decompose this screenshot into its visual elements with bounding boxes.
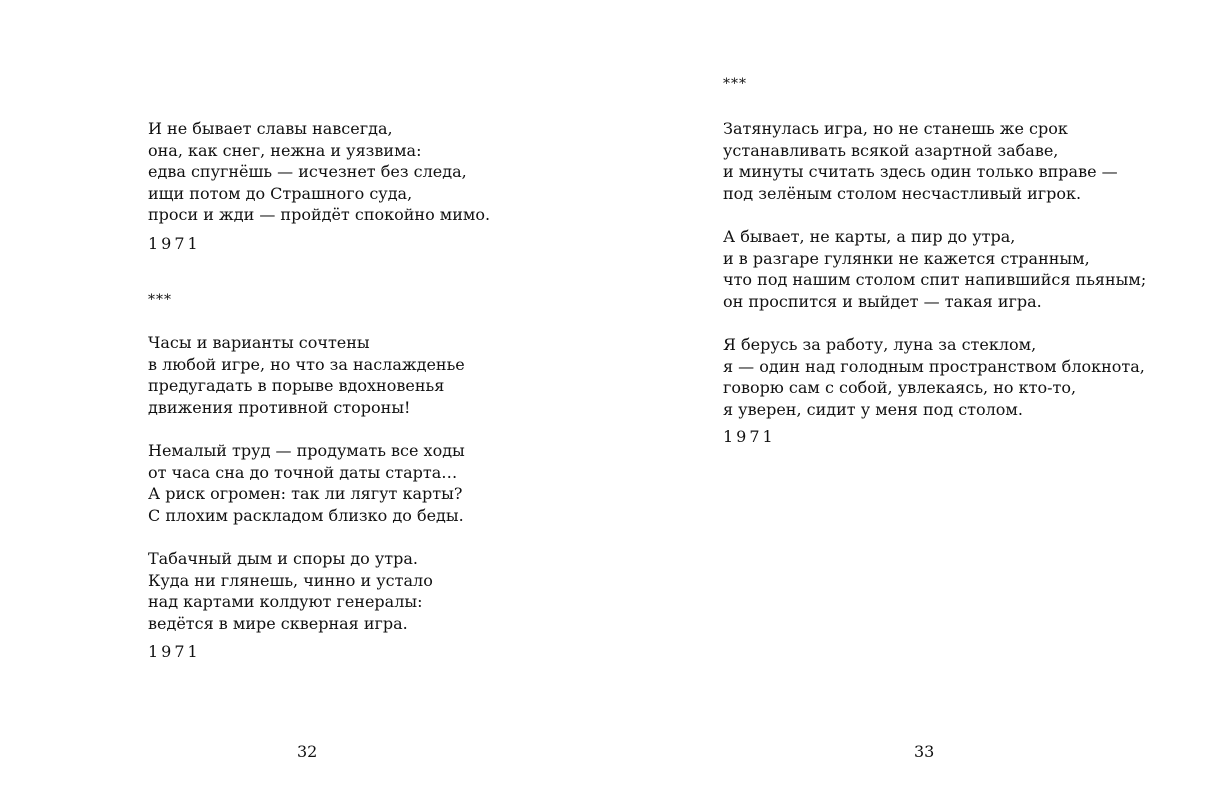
right-page [615,0,1230,800]
poem-line: я уверен, сидит у меня под столом. [723,399,1023,419]
poem-line: он проспится и выйдет — такая игра. [723,291,1042,311]
poem-line: Я берусь за работу, луна за стеклом, [723,334,1037,354]
poem-line: Немалый труд — продумать все ходы [148,440,465,460]
poem-3 [723,118,1146,420]
poem-line: едва спугнёшь — исчезнет без следа, [148,162,467,182]
stanza-gap [723,312,1146,334]
poem-line: С плохим раскладом близко до беды. [148,505,464,525]
poem-line: она, как снег, нежна и уязвима: [148,140,422,160]
poem-2 [148,332,465,634]
poem-line: и минуты считать здесь один только вправе — [723,162,1118,182]
poem-line: проси и жди — пройдёт спокойно мимо. [148,205,491,225]
poem-line: ищи потом до Страшного суда, [148,183,413,203]
poem-line: А бывает, не карты, а пир до утра, [723,226,1016,246]
poem-line: что под нашим столом спит напившийся пьяным; [723,270,1147,290]
poem-line: предугадать в порыве вдохновенья [148,376,445,396]
poem-line: Табачный дым и споры до утра. [148,548,418,568]
poem-line: я — один над голодным пространством блокнота, [723,356,1145,376]
poem-line: Затянулась игра, но не станешь же срок [723,119,1068,138]
poem-line: движения противной стороны! [148,397,411,417]
poem-1-year: 1971 [148,234,201,253]
poem-3-year: 1971 [723,427,776,446]
poem-line: Куда ни глянешь, чинно и устало [148,570,433,590]
poem-line: от часа сна до точной даты старта… [148,462,458,482]
poem-1 [148,118,490,226]
poem-2-year: 1971 [148,642,201,661]
poem-line: А риск огромен: так ли лягут карты? [148,484,463,504]
stanza-gap [148,418,465,440]
stanza-gap [723,204,1146,226]
poem-3-separator: *** [723,76,747,92]
page-number: 32 [297,742,318,761]
poem-line: под зелёным столом несчастливый игрок. [723,183,1082,203]
poem-2-separator: *** [148,292,172,308]
stanza-gap [148,526,465,548]
page-number: 33 [914,742,935,761]
poem-line: над картами колдуют генералы: [148,592,423,612]
poem-line: и в разгаре гулянки не кажется странным, [723,248,1090,268]
poem-line: ведётся в мире скверная игра. [148,613,408,633]
poem-line: Часы и варианты сочтены [148,333,370,352]
poem-line: И не бывает славы навсегда, [148,119,393,138]
poem-line: в любой игре, но что за наслажденье [148,354,465,374]
poem-line: устанавливать всякой азартной забаве, [723,140,1059,160]
poem-line: говорю сам с собой, увлекаясь, но кто-то, [723,378,1077,398]
